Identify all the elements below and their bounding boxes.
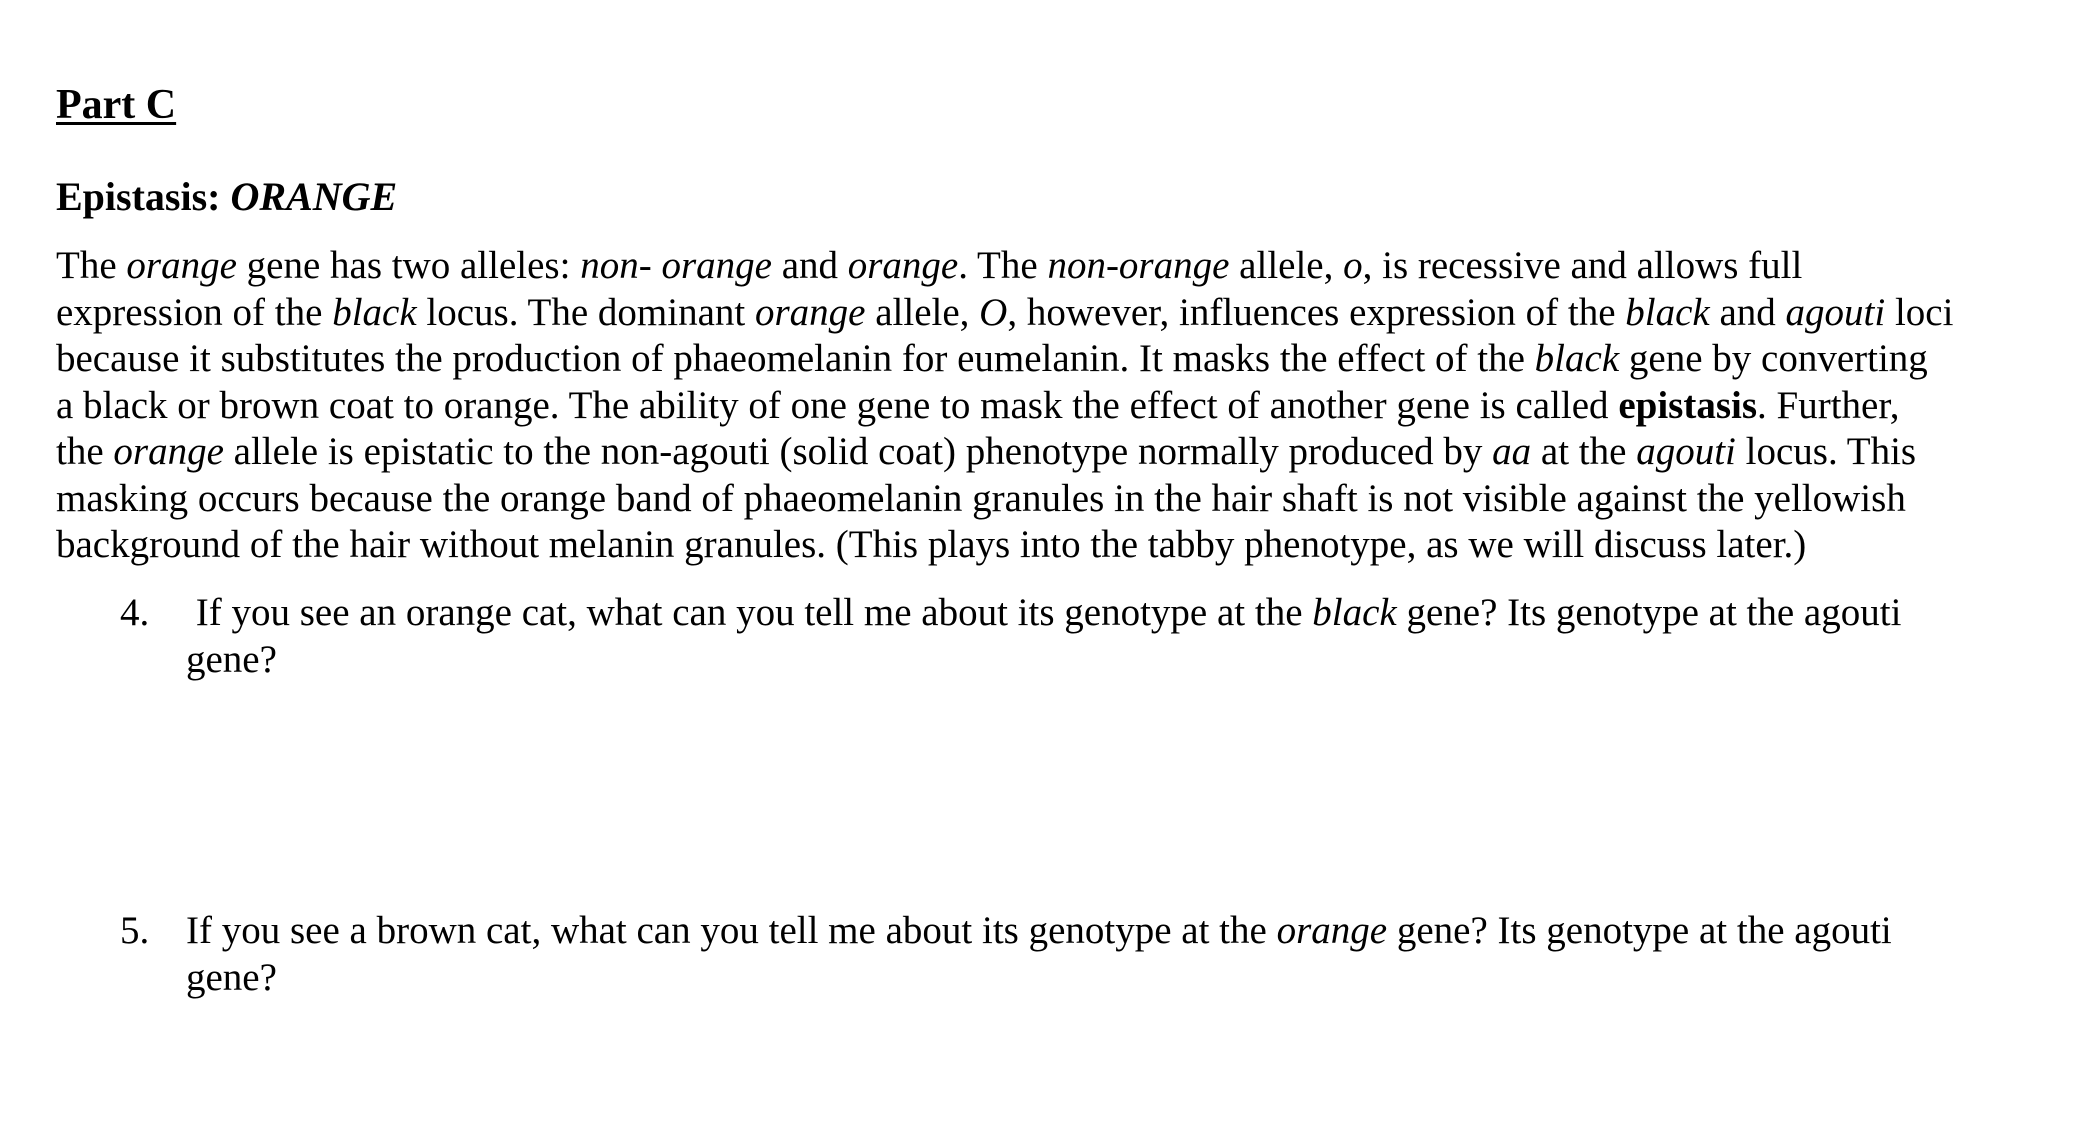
- section-label-italic: ORANGE: [230, 174, 398, 219]
- italic-term: black: [1625, 290, 1710, 334]
- paragraph-line-2: [56, 290, 2046, 337]
- italic-term: orange: [847, 244, 959, 287]
- text-span: masking occurs because the orange band of phaeomelanin granules in the hair shaft is not visible against the yellowish: [56, 476, 1906, 520]
- paragraph-line-7: [56, 522, 2046, 569]
- text-span: . Further,: [1757, 383, 1900, 427]
- text-span: at the: [1531, 430, 1637, 473]
- paragraph-line-3: [56, 336, 2046, 383]
- question-5-line-1: [120, 907, 1892, 954]
- text-span: gene? Its genotype at the agouti: [1387, 909, 1892, 952]
- italic-term: non-orange: [1047, 244, 1230, 287]
- text-span: gene? Its genotype at the agouti: [1396, 591, 1902, 634]
- text-span: background of the hair without melanin granules. (This plays into the tabby phenotype, as we will discuss later.): [56, 523, 1807, 566]
- text-span: allele,: [865, 290, 980, 334]
- text-span: If you see an orange cat, what can you tell me about its genotype at the: [186, 591, 1313, 634]
- text-span: locus. The dominant: [416, 290, 755, 334]
- paragraph-line-5: [56, 429, 2046, 476]
- question-number: 4.: [120, 591, 150, 634]
- italic-term: black: [1312, 591, 1397, 634]
- italic-term: black: [332, 290, 417, 334]
- section-title: [56, 174, 398, 219]
- text-span: . The: [958, 244, 1048, 287]
- question-4-line-1: [120, 589, 1901, 636]
- text-span: The: [56, 244, 127, 287]
- text-span: a black or brown coat to orange. The ability of one gene to mask the effect of another gene is called: [56, 383, 1619, 427]
- italic-term: orange: [113, 430, 224, 473]
- text-span: expression of the: [56, 290, 333, 334]
- italic-term: o: [1343, 244, 1363, 287]
- question-5: [120, 907, 1892, 1001]
- italic-term: black: [1534, 337, 1620, 380]
- italic-term: orange: [754, 290, 866, 334]
- italic-term: non- orange: [580, 244, 772, 287]
- paragraph-line-1: [56, 243, 2046, 290]
- italic-term: agouti: [1636, 430, 1736, 473]
- italic-term: orange: [1276, 909, 1388, 952]
- paragraph-line-6: [56, 476, 2046, 523]
- italic-term: aa: [1492, 430, 1532, 473]
- text-span: , however, influences expression of the: [1007, 290, 1626, 334]
- text-span: allele,: [1229, 244, 1344, 287]
- italic-term: orange: [126, 244, 237, 287]
- text-span: locus. This: [1735, 430, 1917, 473]
- italic-term: agouti: [1785, 290, 1886, 334]
- text-span: and: [1709, 290, 1786, 334]
- text-span: loci: [1885, 290, 1954, 334]
- text-span: If you see a brown cat, what can you tell me about its genotype at the: [186, 909, 1277, 952]
- text-span: allele is epistatic to the non-agouti (solid coat) phenotype normally produced by: [223, 430, 1493, 473]
- question-4: [120, 589, 1901, 683]
- question-number: 5.: [120, 909, 150, 952]
- bold-term: epistasis: [1618, 383, 1758, 427]
- text-span: the: [56, 430, 114, 473]
- text-span: because it substitutes the production of phaeomelanin for eumelanin. It masks the effect of the: [56, 337, 1535, 380]
- text-span: gene has two alleles:: [236, 244, 581, 287]
- part-title: Part C: [56, 82, 177, 128]
- body-paragraph: [56, 243, 2046, 569]
- paragraph-line-4: [56, 383, 2046, 430]
- section-label: Epistasis:: [56, 174, 231, 219]
- question-4-line-2: gene?: [186, 638, 277, 681]
- text-span: , is recessive and allows full: [1362, 244, 1803, 287]
- question-5-line-2: gene?: [186, 956, 277, 999]
- italic-term: O: [979, 290, 1008, 334]
- text-span: gene by converting: [1619, 337, 1928, 380]
- text-span: and: [771, 244, 848, 287]
